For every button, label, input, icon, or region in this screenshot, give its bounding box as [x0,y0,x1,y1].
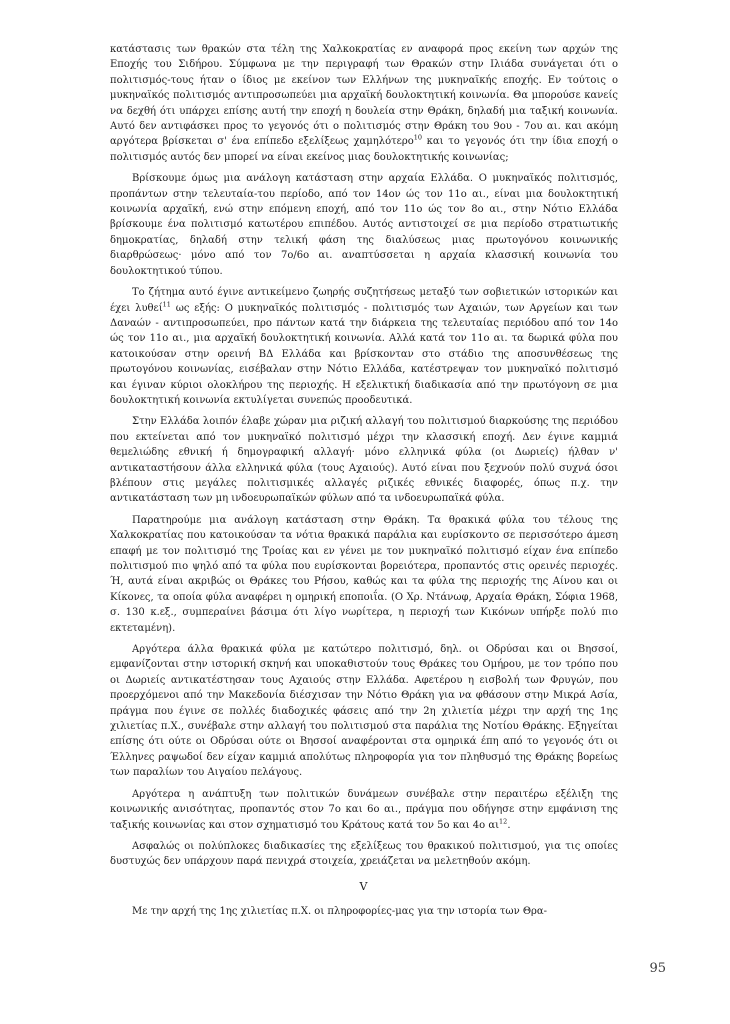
paragraph-1: Βρίσκουμε όμως μια ανάλογη κατάσταση στην αρχαία Ελλάδα. Ο μυκηναϊκός πολιτισμός, προπάντων στην τελευταία-του περίοδο, από τον 14ον ώς τον 11ο αι., είναι μια δουλοκτητική κοινωνία αρχαϊκή, ενώ στην επόμενη εποχή, από τον 11ο ώς τον 8ο αι., στην Νότιο Ελλάδα βρίσκουμε ένα πολιτισμό κατωτέρου επιπέδου. Αυτός αντιστοιχεί σε μια περίοδο στρατιωτικής δημοκρατίας, δηλαδή στην τελική φάση της διαλύσεως μιας πρωτογόνου κοινωνικής διαρθρώσεως· μόνο από τον 7ο/6ο αι. αναπτύσσεται η αρχαία κλασσική κοινωνία του δουλοκτητικού τύπου. [110,173,618,277]
page-number: 95 [649,961,666,976]
paragraph-6: Αργότερα η ανάπτυξη των πολιτικών δυνάμεων συνέβαλε στην περαιτέρω εξέλιξη της κοινωνικής ανισότητας, προπαντός στον 7ο και 6ο αι., πράγμα που οδήγησε στην εμφάνιση της ταξικής κοινωνίας και στον σχηματισμό του Κράτους κατά τον 5ο και 4ο αι$^{12}$. [110,788,618,831]
body-text [110,42,618,926]
paragraph-4: Παρατηρούμε μια ανάλογη κατάσταση στην Θράκη. Τα θρακικά φύλα του τέλους της Χαλκοκρατίας που κατοικούσαν τα νότια θρακικά παράλια και ευρίσκοντο σε περισσότερο άμεση επαφή με τον πολιτισμό της Τροίας και εν γένει με τον μυκηναϊκό πολιτισμό είχαν ένα επίπεδο πολιτισμού πιο ψηλό από τα φύλα που ευρίσκονται βορειότερα, προπαντός στις ορεινές περιοχές. Ή, αυτά είναι ακριβώς οι Θράκες του Ρήσου, καθώς και τα φύλα της περιοχής της Αίνου και οι Κίκονες, τα οποία φύλα αναφέρει η ομηρική εποποιΐα. (Ο Χρ. Ντάνωφ, Αρχαία Θράκη, Σόφια 1968, σ. 130 κ.εξ., συμπεραίνει βάσιμα ότι λίγο νωρίτερα, η περιοχή των Κικόνων υπήρξε πολύ πιο εκτεταμένη). [110,514,618,634]
paragraph-3: Στην Ελλάδα λοιπόν έλαβε χώραν μια ριζική αλλαγή του πολιτισμού διαρκούσης της περιόδου που εκτείνεται από τον μυκηναϊκό πολιτισμό μέχρι την κλασσική εποχή. Δεν έγινε καμμιά θεμελιώδης εθνική ή δημογραφική αλλαγή· μόνο ελληνικά φύλα (οι Δωριείς) ήλθαν ν' αντικαταστήσουν άλλα ελληνικά φύλα (τους Αχαιούς). Αυτό είναι που ξεχνούν πολύ συχνά όσοι βλέπουν στις μεγάλες πολιτισμικές αλλαγές ριζικές εθνικές διαφορές, όπως π.χ. την αντικατάσταση των μη ινδοευρωπαϊκών φύλων από τα ινδοευρωπαϊκά φύλα. [110,416,618,505]
paragraph-7: Ασφαλώς οι πολύπλοκες διαδικασίες της εξελίξεως του θρακικού πολιτισμού, για τις οποίες δυστυχώς δεν υπάρχουν παρά πενιχρά στοιχεία, χρειάζεται να μελετηθούν ακόμη. [110,840,618,868]
last-line: Με την αρχή της 1ης χιλιετίας π.Χ. οι πληροφορίες-μας για την ιστορία των Θρα- [132,906,548,918]
section-numeral: V [359,879,369,893]
footnote-ref-10: 10 [413,134,423,143]
paragraph-2: Το ζήτημα αυτό έγινε αντικείμενο ζωηρής συζητήσεως μεταξύ των σοβιετικών ιστορικών και έχει λυθεί$^{11}$ ως εξής: Ο μυκηναϊκός πολιτισμός - πολιτισμός των Αχαιών, των Αργείων και των Δαναών - αντιπροσωπεύει, προ πάντων κατά την διάρκεια της τελευταίας περιόδου από τον 14ο ώς τον 11ο αι., μια αρχαϊκή δουλοκτητική κοινωνία. Αλλά κατά τον 11ο αι. τα δωρικά φύλα που κατοικούσαν στην ορεινή ΒΔ Ελλάδα και βρίσκονταν στο στάδιο της αποσυνθέσεως της πρωτογόνου κοινωνίας, εισέβαλαν στην Νότιο Ελλάδα, κατέστρεψαν τον μυκηναϊκό πολιτισμό και έγιναν κύριοι ολοκλήρου της περιοχής. Η εξελικτική διαδικασία από την πρωτόγονη σε μια δουλοκτητική κοινωνία εκτυλίγεται συνεπώς προοδευτικά. [110,287,619,406]
paragraph-5: Αργότερα άλλα θρακικά φύλα με κατώτερο πολιτισμό, δηλ. οι Οδρύσαι και οι Βησσοί, εμφανίζονται στην ιστορική σκηνή και υποκαθιστούν τους Θράκες του Ομήρου, με τον τρόπο που οι Δωριείς αντικατέστησαν τους Αχαιούς στην Ελλάδα. Αφετέρου η εισβολή των Φρυγών, που προερχόμενοι από την Μακεδονία διέσχισαν την Νότιο Θράκη για να φθάσουν στην Μικρά Ασία, πράγμα που έγινε σε πολλές διαδοχικές φάσεις από την 2η χιλιετία μέχρι την αρχή της 1ης χιλιετίας π.Χ., συνέβαλε στην αλλαγή του πολιτισμού στα παράλια της Νοτίου Θράκης. Εξηγείται επίσης ότι ούτε οι Οδρύσαι ούτε οι Βησσοί αναφέρονται στα ομηρικά έπη από το γεγονός ότι οι Έλληνες ραψωδοί δεν είχαν καμμιά απολύτως πληροφορία για τον πληθυσμό της Θράκης βορείως των παραλίων του Αιγαίου πελάγους. [110,644,618,779]
paragraph-0: κατάστασις των θρακών στα τέλη της Χαλκοκρατίας εν αναφορά προς εκείνη των αρχών της Εποχής του Σιδήρου. Σύμφωνα με την περιγραφή των Θρακών στην Ιλιάδα συνάγεται ότι ο πολιτισμός-τους ήταν ο ίδιος με εκείνον των Ελλήνων της μυκηναϊκής εποχής. Εν τούτοις ο μυκηναϊκός πολιτισμός αντιπροσωπεύει μια αρχαϊκή δουλοκτητική κοινωνία. Θα μπορούσε κανείς να δεχθή ότι υπάρχει επίσης αυτή την εποχή η δουλεία στην Θράκη, δηλαδή μια ταξική κοινωνία. Αυτό δεν αντιφάσκει προς το γεγονός ότι ο πολιτισμός στην Θράκη του 9ου - 7ου αι. και ακόμη αργότερα βρίσκεται σ' ένα επίπεδο εξελίξεως χαμηλότερο$^{10}$ και το γεγονός ότι την ίδια εποχή ο πολιτισμός αυτός δεν μπορεί να είναι εκείνος μιας δουλοκτητικής κοινωνίας; [110,44,618,163]
footnote-ref-12: 12 [499,817,508,826]
footnote-ref-11: 11 [162,300,171,309]
